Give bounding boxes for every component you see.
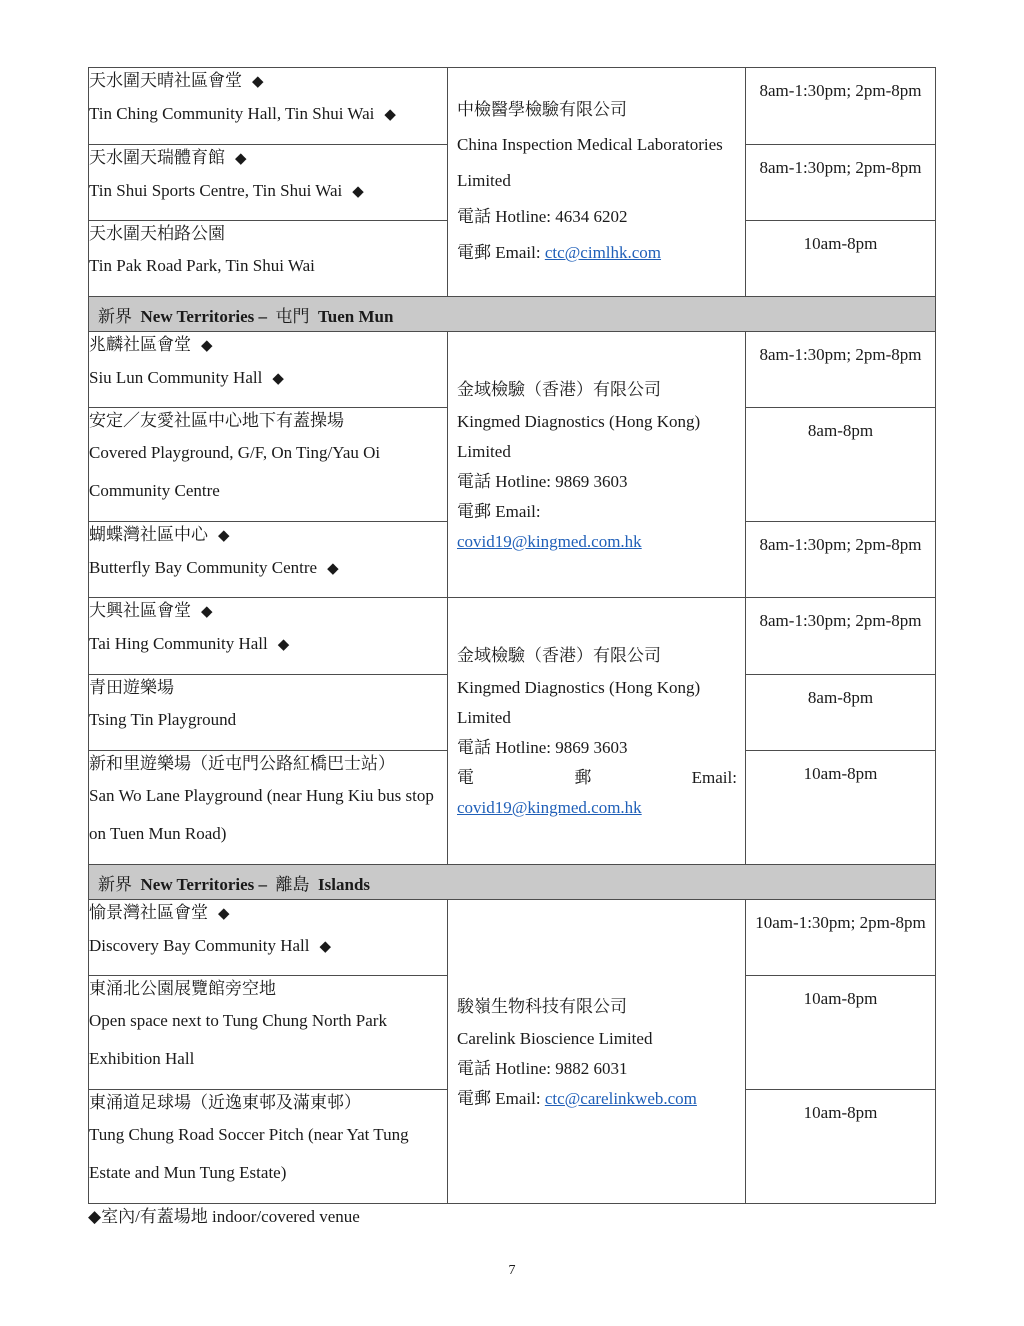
venue-name-zh: 兆麟社區會堂 bbox=[89, 335, 191, 354]
region-prefix-en: New Territories – bbox=[140, 306, 268, 326]
region-header-row bbox=[89, 865, 936, 900]
region-name-en: Islands bbox=[318, 874, 371, 894]
indoor-diamond-icon: ◆ bbox=[272, 371, 284, 387]
page-number: 7 bbox=[508, 1263, 516, 1278]
legend-text: 室內/有蓋場地 indoor/covered venue bbox=[101, 1207, 360, 1226]
region-prefix-en: New Territories – bbox=[140, 874, 268, 894]
provider-name-en: Kingmed Diagnostics (Hong Kong) Limited bbox=[457, 411, 701, 461]
venue-name-zh: 大興社區會堂 bbox=[89, 601, 191, 620]
indoor-diamond-icon: ◆ bbox=[218, 528, 230, 544]
provider-name-en: Kingmed Diagnostics (Hong Kong) Limited bbox=[457, 678, 701, 727]
venue-name-zh: 東涌北公園展覽館旁空地 bbox=[89, 979, 276, 998]
hours-cell: 10am-8pm bbox=[746, 976, 936, 1090]
provider-hotline: 電話 Hotline: 9869 3603 bbox=[457, 738, 628, 757]
email-label: 電郵 Email: bbox=[457, 243, 541, 262]
venue-cell bbox=[89, 221, 448, 297]
venue-name-en: Covered Playground, G/F, On Ting/Yau Oi Community Centre bbox=[89, 443, 381, 500]
venue-name-en: Siu Lun Community Hall bbox=[89, 368, 263, 387]
indoor-diamond-icon: ◆ bbox=[201, 604, 213, 620]
provider-name-zh: 駿嶺生物科技有限公司 bbox=[457, 996, 627, 1016]
region-header-row bbox=[89, 297, 936, 332]
provider-cell bbox=[448, 68, 746, 297]
email-label-zh: 電 bbox=[457, 768, 474, 787]
hours-cell: 8am-1:30pm; 2pm-8pm bbox=[746, 68, 936, 145]
provider-name-en: China Inspection Medical Laboratories Limited bbox=[457, 135, 723, 190]
provider-email-line bbox=[457, 1084, 737, 1114]
indoor-diamond-icon: ◆ bbox=[235, 151, 247, 167]
email-label: 電郵 Email: bbox=[457, 501, 541, 521]
table-row bbox=[89, 68, 936, 145]
indoor-diamond-icon: ◆ bbox=[384, 107, 396, 123]
indoor-diamond-icon: ◆ bbox=[352, 184, 364, 200]
indoor-diamond-icon: ◆ bbox=[327, 561, 339, 577]
region-name-zh: 屯門 bbox=[275, 306, 310, 326]
provider-hotline: 電話 Hotline: 4634 6202 bbox=[457, 207, 628, 226]
venue-name-en: Tin Shui Sports Centre, Tin Shui Wai bbox=[89, 181, 343, 200]
venue-name-zh: 安定／友愛社區中心地下有蓋操場 bbox=[89, 411, 344, 430]
venue-name-en: Tai Hing Community Hall bbox=[89, 634, 268, 653]
email-link[interactable]: ctc@cimlhk.com bbox=[544, 243, 662, 262]
venue-cell bbox=[89, 1090, 448, 1204]
provider-email-line bbox=[457, 235, 737, 271]
legend bbox=[88, 1202, 360, 1227]
venue-name-en: Tin Pak Road Park, Tin Shui Wai bbox=[89, 256, 315, 275]
venue-name-en: Tsing Tin Playground bbox=[89, 710, 237, 729]
venue-cell bbox=[89, 332, 448, 408]
venue-cell bbox=[89, 598, 448, 675]
hours-cell: 8am-8pm bbox=[746, 408, 936, 522]
region-prefix-zh: 新界 bbox=[98, 874, 132, 894]
region-header bbox=[89, 865, 936, 900]
provider-email-line bbox=[457, 763, 737, 793]
region-header bbox=[89, 297, 936, 332]
email-link[interactable]: covid19@kingmed.com.hk bbox=[457, 531, 642, 551]
venue-name-zh: 新和里遊樂場（近屯門公路紅橋巴士站） bbox=[89, 754, 395, 773]
venue-name-zh: 東涌道足球場（近逸東邨及滿東邨） bbox=[89, 1093, 361, 1112]
provider-hotline: 電話 Hotline: 9882 6031 bbox=[457, 1058, 628, 1078]
provider-name-zh: 金域檢驗（香港）有限公司 bbox=[457, 379, 661, 399]
venue-name-en: Butterfly Bay Community Centre bbox=[89, 558, 318, 577]
venue-cell bbox=[89, 751, 448, 865]
hours-cell: 10am-8pm bbox=[746, 1090, 936, 1204]
venue-name-zh: 天水圍天瑞體育館 bbox=[89, 148, 225, 167]
hours-cell: 10am-8pm bbox=[746, 221, 936, 297]
indoor-diamond-icon: ◆ bbox=[319, 939, 332, 955]
table-row bbox=[89, 598, 936, 675]
provider-cell bbox=[448, 332, 746, 598]
indoor-diamond-icon: ◆ bbox=[88, 1207, 102, 1226]
email-link[interactable]: ctc@carelinkweb.com bbox=[544, 1088, 697, 1108]
venue-cell bbox=[89, 68, 448, 145]
hours-cell: 8am-1:30pm; 2pm-8pm bbox=[746, 522, 936, 598]
indoor-diamond-icon: ◆ bbox=[218, 906, 230, 922]
venue-cell bbox=[89, 145, 448, 221]
hours-cell: 8am-1:30pm; 2pm-8pm bbox=[746, 598, 936, 675]
region-name-en: Tuen Mun bbox=[318, 306, 394, 326]
hours-cell: 8am-8pm bbox=[746, 675, 936, 751]
venue-name-en: Tin Ching Community Hall, Tin Shui Wai bbox=[89, 104, 375, 123]
hours-cell: 10am-8pm bbox=[746, 751, 936, 865]
venue-name-en: San Wo Lane Playground (near Hung Kiu bus stop on Tuen Mun Road) bbox=[89, 786, 434, 843]
email-link[interactable]: covid19@kingmed.com.hk bbox=[457, 798, 642, 817]
venue-table bbox=[88, 67, 936, 1204]
provider-hotline: 電話 Hotline: 9869 3603 bbox=[457, 471, 628, 491]
hours-cell: 8am-1:30pm; 2pm-8pm bbox=[746, 145, 936, 221]
venue-name-en: Tung Chung Road Soccer Pitch (near Yat Tung Estate and Mun Tung Estate) bbox=[89, 1125, 409, 1182]
hours-cell: 8am-1:30pm; 2pm-8pm bbox=[746, 332, 936, 408]
hours-cell: 10am-1:30pm; 2pm-8pm bbox=[746, 900, 936, 976]
region-prefix-zh: 新界 bbox=[98, 306, 132, 326]
provider-cell bbox=[448, 598, 746, 865]
venue-cell bbox=[89, 522, 448, 598]
venue-name-en: Discovery Bay Community Hall bbox=[89, 936, 310, 955]
venue-name-zh: 天水圍天柏路公園 bbox=[89, 224, 225, 243]
provider-name-zh: 金域檢驗（香港）有限公司 bbox=[457, 646, 661, 665]
email-label: 電郵 Email: bbox=[457, 1088, 541, 1108]
email-label-en: Email: bbox=[691, 768, 737, 787]
venue-cell bbox=[89, 900, 448, 976]
venue-cell bbox=[89, 408, 448, 522]
indoor-diamond-icon: ◆ bbox=[252, 74, 264, 90]
table-row bbox=[89, 900, 936, 976]
email-label-zh2: 郵 bbox=[574, 768, 592, 787]
table-row bbox=[89, 332, 936, 408]
venue-name-zh: 天水圍天晴社區會堂 bbox=[89, 71, 242, 90]
venue-cell bbox=[89, 675, 448, 751]
indoor-diamond-icon: ◆ bbox=[201, 338, 213, 354]
venue-name-zh: 蝴蝶灣社區中心 bbox=[89, 525, 208, 544]
venue-cell bbox=[89, 976, 448, 1090]
provider-cell bbox=[448, 900, 746, 1204]
venue-name-en: Open space next to Tung Chung North Park Exhibition Hall bbox=[89, 1011, 387, 1068]
indoor-diamond-icon: ◆ bbox=[277, 637, 290, 653]
provider-name-zh: 中檢醫學檢驗有限公司 bbox=[457, 100, 627, 119]
venue-name-zh: 青田遊樂場 bbox=[89, 678, 174, 697]
region-name-zh: 離島 bbox=[275, 874, 310, 894]
provider-name-en: Carelink Bioscience Limited bbox=[457, 1028, 653, 1048]
venue-name-zh: 愉景灣社區會堂 bbox=[89, 903, 208, 922]
